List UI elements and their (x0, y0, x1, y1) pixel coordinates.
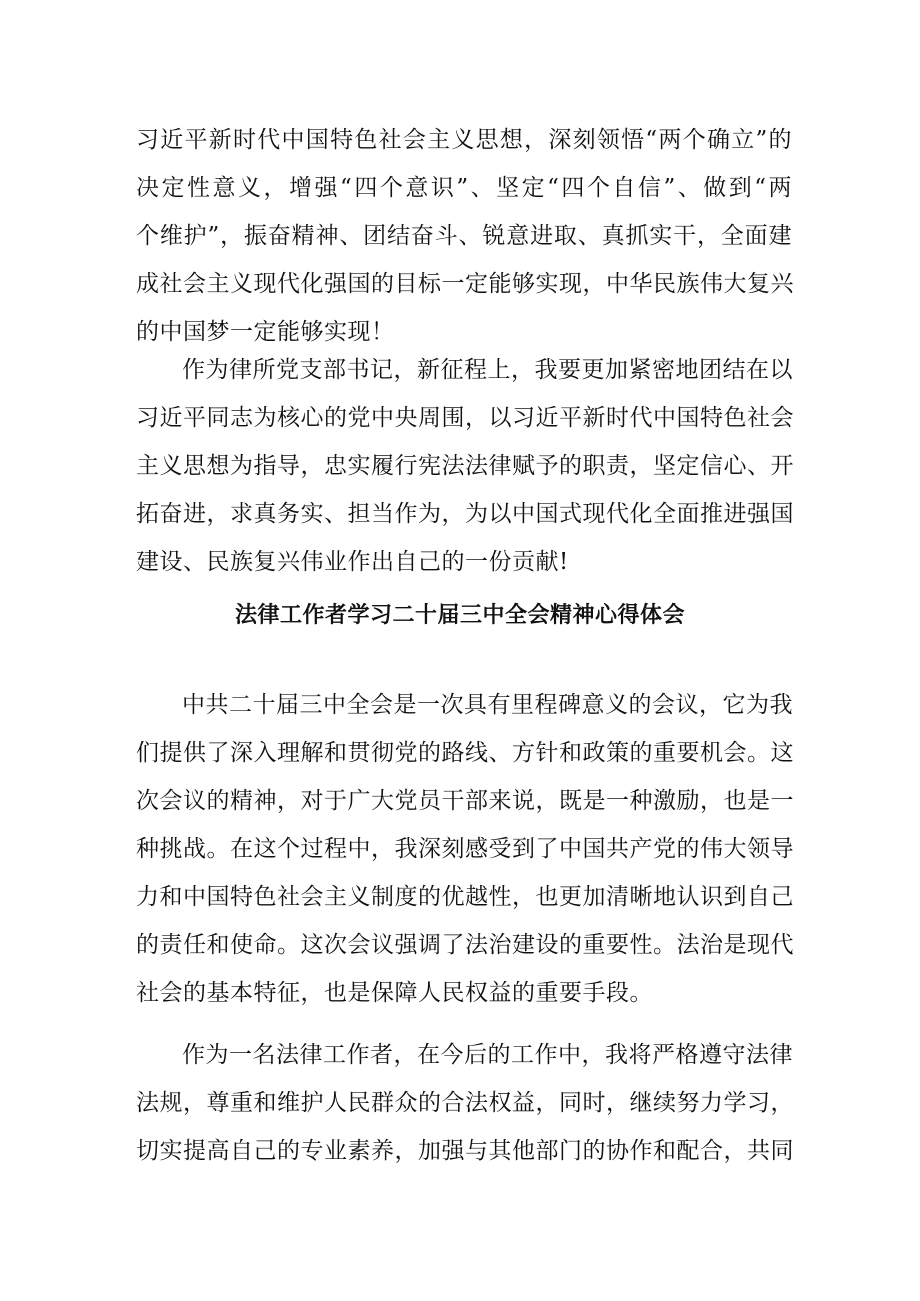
paragraph-line: 作为一名法律工作者，在今后的工作中，我将严格遵守法律 (182, 1042, 793, 1068)
paragraph-line: 切实提高自己的专业素养，加强与其他部门的协作和配合，共同 (136, 1138, 794, 1164)
paragraph-2 (136, 346, 792, 586)
paragraph-line: 社会的基本特征，也是保障人民权益的重要手段。 (136, 980, 653, 1006)
paragraph-line: 习近平同志为核心的党中央周围，以习近平新时代中国特色社会 (136, 405, 794, 431)
paragraph-line: 们提供了深入理解和贯彻党的路线、方针和政策的重要机会。这 (136, 740, 794, 766)
paragraph-line: 习近平新时代中国特色社会主义思想，深刻领悟“两个确立”的 (136, 127, 792, 153)
paragraph-line: 力和中国特色社会主义制度的优越性，也更加清晰地认识到自己 (136, 884, 794, 910)
paragraph-4 (136, 1031, 792, 1175)
paragraph-3 (136, 681, 792, 1017)
paragraph-line: 中共二十届三中全会是一次具有里程碑意义的会议，它为我 (182, 692, 793, 718)
paragraph-line: 次会议的精神，对于广大党员干部来说，既是一种激励，也是一 (136, 788, 794, 814)
paragraph-line: 的责任和使命。这次会议强调了法治建设的重要性。法治是现代 (136, 932, 794, 958)
paragraph-line: 作为律所党支部书记，新征程上，我要更加紧密地团结在以 (182, 357, 793, 383)
paragraph-line: 拓奋进，求真务实、担当作为，为以中国式现代化全面推进强国 (136, 501, 794, 527)
paragraph-line: 法规，尊重和维护人民群众的合法权益，同时，继续努力学习， (136, 1090, 794, 1116)
paragraph-line: 个维护”，振奋精神、团结奋斗、锐意进取、真抓实干，全面建 (136, 223, 792, 249)
paragraph-line: 决定性意义，增强“四个意识”、坚定“四个自信”、做到“两 (136, 175, 792, 201)
paragraph-line: 建设、民族复兴伟业作出自己的一份贡献! (136, 549, 569, 575)
paragraph-line: 的中国梦一定能够实现！ (136, 319, 395, 345)
paragraph-1 (136, 116, 792, 356)
section-heading: 法律工作者学习二十届三中全会精神心得体会 (234, 602, 685, 628)
paragraph-line: 成社会主义现代化强国的目标一定能够实现，中华民族伟大复兴 (136, 271, 794, 297)
paragraph-line: 主义思想为指导，忠实履行宪法法律赋予的职责，坚定信心、开 (136, 453, 794, 479)
paragraph-line: 种挑战。在这个过程中，我深刻感受到了中国共产党的伟大领导 (136, 836, 794, 862)
